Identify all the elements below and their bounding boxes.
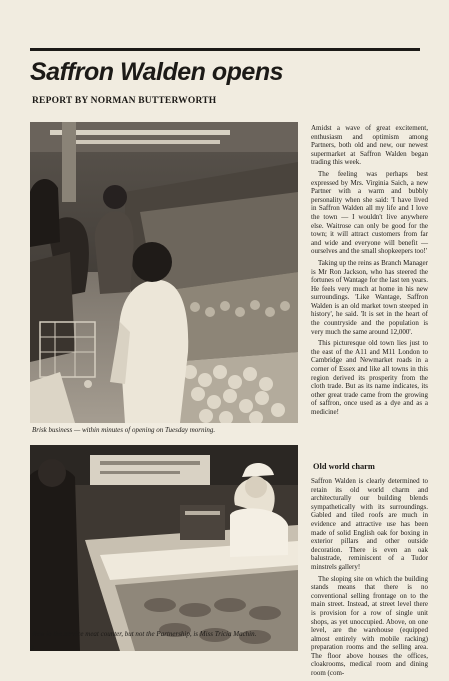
article-column-1 [311,124,428,420]
paragraph: Saffron Walden is clearly determined to retain its old world charm and architecturally our building blends sympathetically with its surroundings. Gabled and tiled roofs are much in evidence and attractive use has been made of solid English oak for boxing in exterior pillars and other outside decoration. There is even an oak balustrade, reminiscent of a Tudor minstrels gallery! [311,477,428,571]
paragraph: Amidst a wave of great excitement, enthusiasm and optimism among Partners, both old and new, our newest supermarket at Saffron Walden began trading this week. [311,124,428,167]
photo-supermarket-shoppers [30,122,298,423]
paragraph: The sloping site on which the building stands means that there is no conventional selling frontage on to the main street. Instead, at street level there is provision for a row of single unit shops, as yet unoccupied. Above, on one level, are the warehouse (equipped almost entirely with mobile racking) preparation rooms and the selling area. The floor above houses the offices, cloakrooms, medical room and dining room (com- [311,574,428,678]
paragraph: Taking up the reins as Branch Manager is Mr Ron Jackson, who has steered the fortunes of Wantage for the last ten years. He feels very much at home in his new surroundings. 'Like Wantage, Saffron Walden is an old market town steeped in history', he said. 'It is set in the heart of the countryside and the population is very much the same around 12,000'. [311,258,428,336]
photo-caption: New to the service meat counter, but not the Partnership, is Miss Tricia Machin. [32,630,257,638]
headline: Saffron Walden opens [30,58,284,86]
byline: REPORT BY NORMAN BUTTERWORTH [32,96,217,106]
article-column-2 [311,477,428,681]
paragraph: This picturesque old town lies just to the east of the A11 and M11 London to Cambridge and Newmarket roads in a corner of Essex and like all towns in this region derived its prosperity from the cloth trade. But as its name indicates, its other great trade came from the growing of saffron, once used as a dye and as a medicine! [311,339,428,416]
photo-meat-counter [30,445,298,651]
photo-caption: Brisk business — within minutes of opening on Tuesday morning. [32,426,216,434]
subheading: Old world charm [313,462,375,471]
page-number: 8 [30,643,35,653]
paragraph: The feeling was perhaps best expressed by Mrs. Virginia Saich, a new Partner with a warm and bubbly personality when she said: 'I have lived in Saffron Walden all my life and I love the town — I wouldn't live anywhere else. Waitrose can only be good for the town; it will attract customers from far and wide and everyone will benefit — ourselves and the small shopkeepers too!' [311,169,428,256]
top-rule [30,48,420,51]
